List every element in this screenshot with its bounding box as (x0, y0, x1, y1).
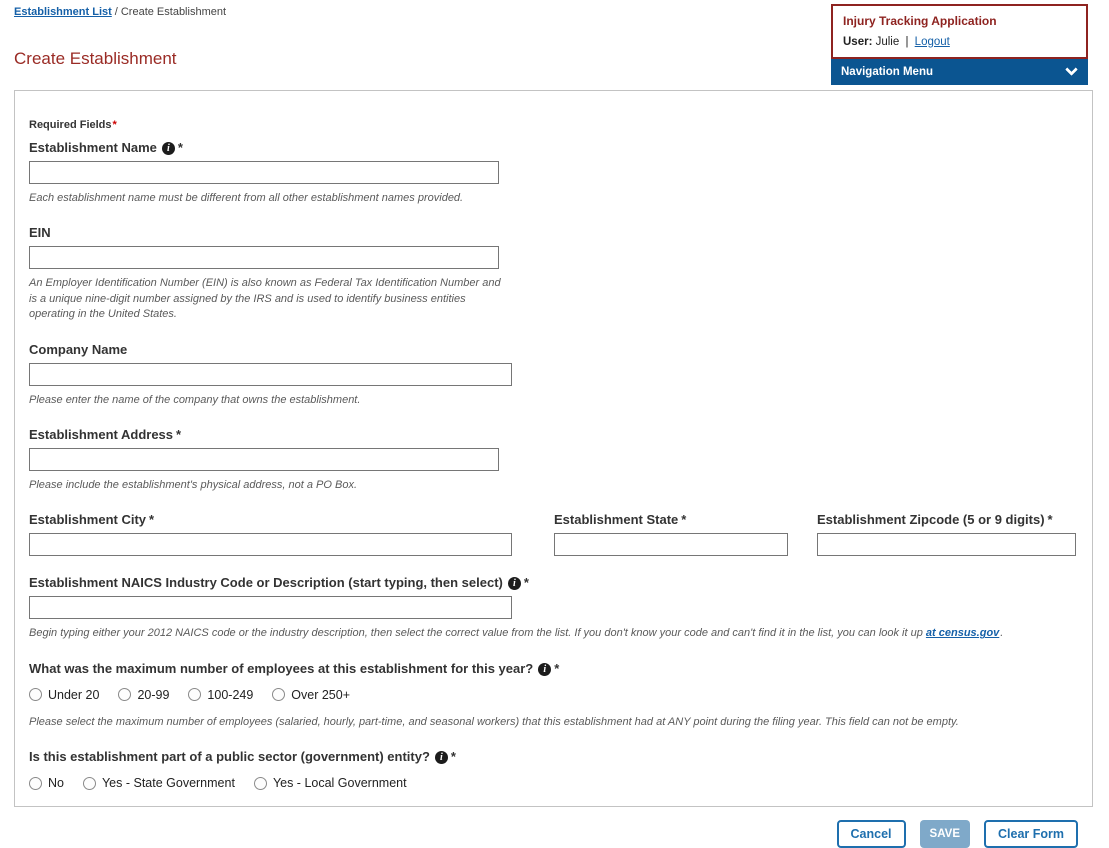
required-fields-legend (29, 119, 1078, 131)
company-name-input[interactable] (29, 363, 512, 386)
field-asterisk: * (176, 426, 182, 442)
radio-option-100-249[interactable] (188, 688, 253, 702)
cancel-button[interactable]: Cancel (837, 820, 906, 848)
breadcrumb-current: Create Establishment (120, 6, 227, 18)
establishment-zipcode-input[interactable] (817, 533, 1076, 556)
page-title: Create Establishment (14, 49, 177, 68)
save-button[interactable]: SAVE (920, 820, 970, 848)
establishment-name-input[interactable] (29, 161, 499, 184)
radio-label: 20-99 (137, 687, 170, 702)
radio-option-yes-local-government[interactable] (254, 776, 407, 790)
create-establishment-form (14, 90, 1093, 842)
ein-helper: An Employer Identification Number (EIN) is also known as Federal Tax Identification Number and is a unique nine-digit number assigned by the IRS and is used to identify business entities operating in the United States. (29, 277, 501, 321)
public-sector-options (29, 776, 1078, 790)
info-icon[interactable]: i (508, 577, 521, 590)
field-asterisk: * (523, 575, 529, 591)
user-panel (831, 4, 1088, 59)
max-employees-question-text: What was the maximum number of employees at this establishment for this year? (29, 660, 534, 676)
user-label: User: (843, 36, 873, 48)
establishment-address-label-text: Establishment Address (29, 426, 174, 442)
radio-button[interactable] (29, 777, 42, 790)
info-icon[interactable]: i (435, 751, 448, 764)
company-name-label: Company Name (29, 341, 128, 357)
company-name-helper: Please enter the name of the company that owns the establishment. (29, 393, 361, 406)
naics-helper-text: Begin typing either your 2012 NAICS code or the industry description, then select the correct value from the list. If you don't know your code and can't find it in the list, you can look it up (29, 627, 926, 640)
chevron-down-icon (1065, 63, 1078, 76)
info-icon[interactable]: i (162, 142, 175, 155)
naics-helper (29, 626, 1078, 641)
establishment-address-label (29, 427, 1078, 442)
radio-label: No (48, 776, 64, 791)
navigation-menu-label: Navigation Menu (841, 66, 934, 78)
radio-option-20-99[interactable] (118, 688, 169, 702)
establishment-state-input[interactable] (554, 533, 788, 556)
public-sector-section (29, 749, 1078, 790)
radio-button[interactable] (188, 688, 201, 701)
field-asterisk: * (177, 140, 183, 155)
establishment-zipcode-section (817, 512, 1076, 556)
radio-option-yes-state-government[interactable] (83, 776, 235, 790)
max-employees-question (29, 661, 1078, 676)
establishment-city-label-text: Establishment City (29, 512, 147, 528)
naics-helper-suffix: . (1000, 627, 1004, 640)
radio-button[interactable] (83, 777, 96, 790)
navigation-menu-toggle[interactable] (831, 59, 1088, 85)
ein-section (29, 225, 1078, 322)
field-asterisk: * (1047, 512, 1053, 528)
ein-input[interactable] (29, 246, 499, 269)
field-asterisk: * (149, 512, 155, 528)
user-name: Julie (875, 36, 900, 48)
naics-label (29, 575, 1078, 590)
establishment-name-label-text: Establishment Name (29, 140, 157, 155)
radio-button[interactable] (118, 688, 131, 701)
field-asterisk: * (554, 660, 560, 676)
establishment-address-helper: Please include the establishment's physical address, not a PO Box. (29, 478, 358, 491)
info-icon[interactable]: i (538, 663, 551, 676)
establishment-address-input[interactable] (29, 448, 499, 471)
max-employees-section (29, 661, 1078, 730)
establishment-zipcode-label-text: Establishment Zipcode (5 or 9 digits) (817, 512, 1045, 528)
max-employees-helper: Please select the maximum number of employees (salaried, hourly, part-time, and seasonal workers) that this establishment had at ANY point during the filing year. This field can not be empty. (29, 715, 959, 728)
public-sector-question (29, 749, 1078, 764)
establishment-state-label (554, 512, 788, 527)
radio-label: Under 20 (48, 687, 100, 702)
establishment-city-label (29, 512, 512, 527)
user-line (843, 36, 1076, 48)
breadcrumb (14, 6, 226, 18)
breadcrumb-separator: / (114, 6, 118, 18)
establishment-state-section (554, 512, 788, 556)
radio-label: Yes - Local Government (272, 776, 407, 791)
radio-button[interactable] (254, 777, 267, 790)
radio-label: Over 250+ (291, 687, 351, 702)
field-asterisk: * (681, 512, 687, 528)
establishment-address-section (29, 427, 1078, 493)
radio-label: Yes - State Government (101, 776, 235, 791)
radio-label: 100-249 (207, 687, 254, 702)
app-title: Injury Tracking Application (843, 14, 997, 28)
company-name-section (29, 342, 1078, 408)
establishment-name-helper: Each establishment name must be different from all other establishment names provided. (29, 192, 464, 204)
public-sector-question-text: Is this establishment part of a public sector (government) entity? (29, 749, 430, 765)
establishment-city-input[interactable] (29, 533, 512, 556)
max-employees-options (29, 688, 1078, 702)
establishment-state-label-text: Establishment State (554, 512, 679, 528)
establishment-name-section (29, 140, 1078, 206)
establishment-city-section (29, 512, 512, 556)
census-gov-link[interactable]: at census.gov (925, 627, 1000, 640)
naics-input[interactable] (29, 596, 512, 619)
radio-button[interactable] (272, 688, 285, 701)
establishment-name-label (29, 140, 1078, 155)
radio-option-under-20[interactable] (29, 688, 99, 702)
radio-option-over-250[interactable] (272, 688, 350, 702)
radio-button[interactable] (29, 688, 42, 701)
radio-option-no[interactable] (29, 776, 64, 790)
required-asterisk: * (112, 119, 117, 131)
field-asterisk: * (450, 749, 456, 765)
clear-form-button[interactable]: Clear Form (984, 820, 1078, 848)
ein-label: EIN (29, 225, 51, 241)
city-state-zip-row (29, 512, 1078, 556)
header (831, 4, 1088, 85)
naics-section (29, 575, 1078, 641)
user-separator: | (905, 36, 909, 48)
establishment-zipcode-label (817, 512, 1076, 527)
naics-label-text: Establishment NAICS Industry Code or Description (start typing, then select) (29, 575, 503, 591)
logout-link[interactable]: Logout (914, 36, 950, 48)
required-fields-label: Required Fields (29, 119, 112, 131)
form-buttons (29, 820, 1078, 848)
breadcrumb-establishment-list-link[interactable]: Establishment List (14, 6, 112, 18)
